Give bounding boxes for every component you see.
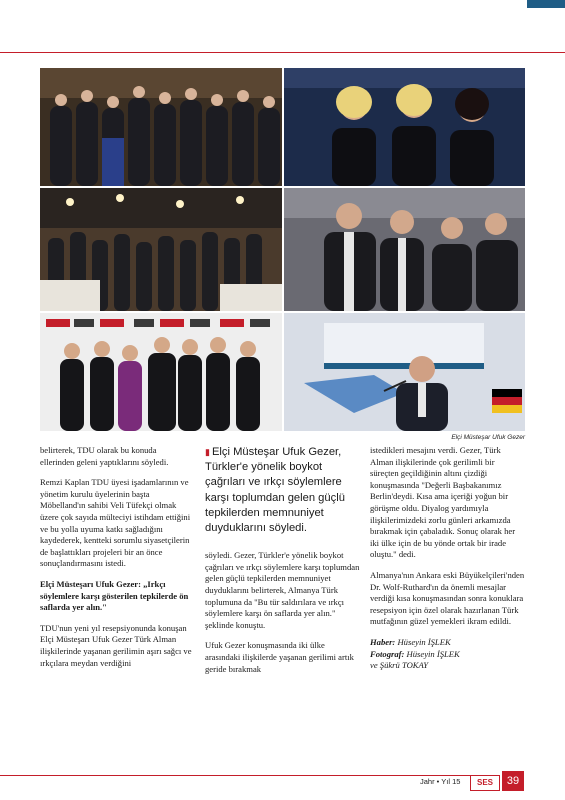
- credit-label: Fotograf:: [370, 648, 405, 659]
- text-column-3: [370, 445, 525, 672]
- body-paragraph: Almanya'nın Ankara eski Büyükelçileri'nden Dr. Wolf-Ruthard'ın da önemli mesajlar verdiği kısa konuşmasından sonra konuklara resepsiyon için özel olarak hazırlanan Türk mutfağının güzel yemekleri ikram edildi.: [370, 569, 525, 627]
- photo-caption: Elçi Müsteşar Ufuk Gezer: [451, 434, 525, 441]
- subheading: Elçi Müsteşarı Ufuk Gezer: „Irkçı söylemlere karşı gösterilen tepkilerde ön saflarda yer alın.": [40, 578, 189, 613]
- page-corner-tab: [527, 0, 565, 8]
- body-paragraph: istedikleri mesajını verdi. Gezer, Türk Alman ilişkilerinde çok gerilimli bir süreçten geçildiğinin altını çizdiği konuşmasında "Değerli Başbakanımız Berlin'deydi. Kısa ama içeriği yoğun bir görüşme oldu. Diyalog yardımıyla ilişkilerimizdeki zorlu günleri arkamızda bırakmak için çabaladık. Sonuç olarak her iki ülke için de bu yönde ortak bir irade oluştu." dedi.: [370, 445, 516, 560]
- body-paragraph: TDU'nun yeni yıl resepsiyonunda konuşan Elçi Müsteşarı Ufuk Gezer Türk Alman ilişkilerinde yaşanan gerilimin aşırı sağcı ve ırkçılara meydan verdiğini: [40, 622, 192, 668]
- photo-reception-hall: [40, 188, 282, 311]
- pull-quote-marker-icon: ▮: [205, 447, 210, 457]
- credit-name: ve Şükrü TOKAY: [370, 660, 429, 671]
- photo-speaker-podium: [284, 313, 525, 431]
- photo-credit: [370, 649, 525, 661]
- photo-group-event: [40, 68, 282, 186]
- brand-logo: SES: [470, 775, 500, 791]
- pull-quote-text: Elçi Müsteşar Ufuk Gezer, Türkler'e yönelik boykot çağrıları ve ırkçı söylemlere karşı toplumdan gelen güçlü tepkilerden memnuniyet duyduklarını söyledi.: [205, 446, 345, 535]
- text-column-2: [205, 445, 360, 684]
- issue-label: Jahr • Yıl 15: [420, 777, 461, 786]
- text-column-1: [40, 445, 192, 678]
- credit-label: Haber:: [370, 636, 396, 647]
- credit-name: Hüseyin İŞLEK: [406, 648, 460, 659]
- news-credit: [370, 637, 525, 649]
- photo-credit-secondary: [370, 660, 525, 672]
- pull-quote: [205, 445, 360, 536]
- footer-rule: [0, 775, 500, 776]
- body-paragraph: belirterek, TDU olarak bu konuda ellerinden geleni yaptıklarını söyledi.: [40, 445, 169, 467]
- page-number: 39: [502, 771, 524, 791]
- header-rule: [0, 52, 565, 53]
- photo-guests-group: [284, 188, 525, 311]
- photo-sponsor-wall-group: [40, 313, 282, 431]
- body-paragraph: Ufuk Gezer konuşmasında iki ülke arasındaki ilişkilerde yaşanan gerilimi artık geride bırakmak: [205, 640, 354, 674]
- credit-name: Hüseyin İŞLEK: [397, 636, 451, 647]
- body-paragraph: söyledi. Gezer, Türkler'e yönelik boykot çağrıları ve ırkçı söylemlere karşı toplumdan gelen güçlü tepkilerden memnuniyet duyduklarını belirterek, Almanya Türk toplumuna da "Bu tür saldırılara ve ırkçı söylemlere karşı ön saflarda yer alın." şeklinde konuştu.: [205, 550, 360, 630]
- photo-three-women: [284, 68, 525, 186]
- body-paragraph: Remzi Kaplan TDU üyesi işadamlarının ve yönetim kurulu üyelerinin başta Möbelland'ın sahibi Veli Tüfekçi olmak üzere çok sayıda mülteciyi istihdam ettiğini ve bu yolla uyuma katkı sağladığını kaydederek, kentteki sorumlu siyasetçilerin de başlattıkları projeleri bir an önce sonuçlandırmasını istedi.: [40, 477, 191, 569]
